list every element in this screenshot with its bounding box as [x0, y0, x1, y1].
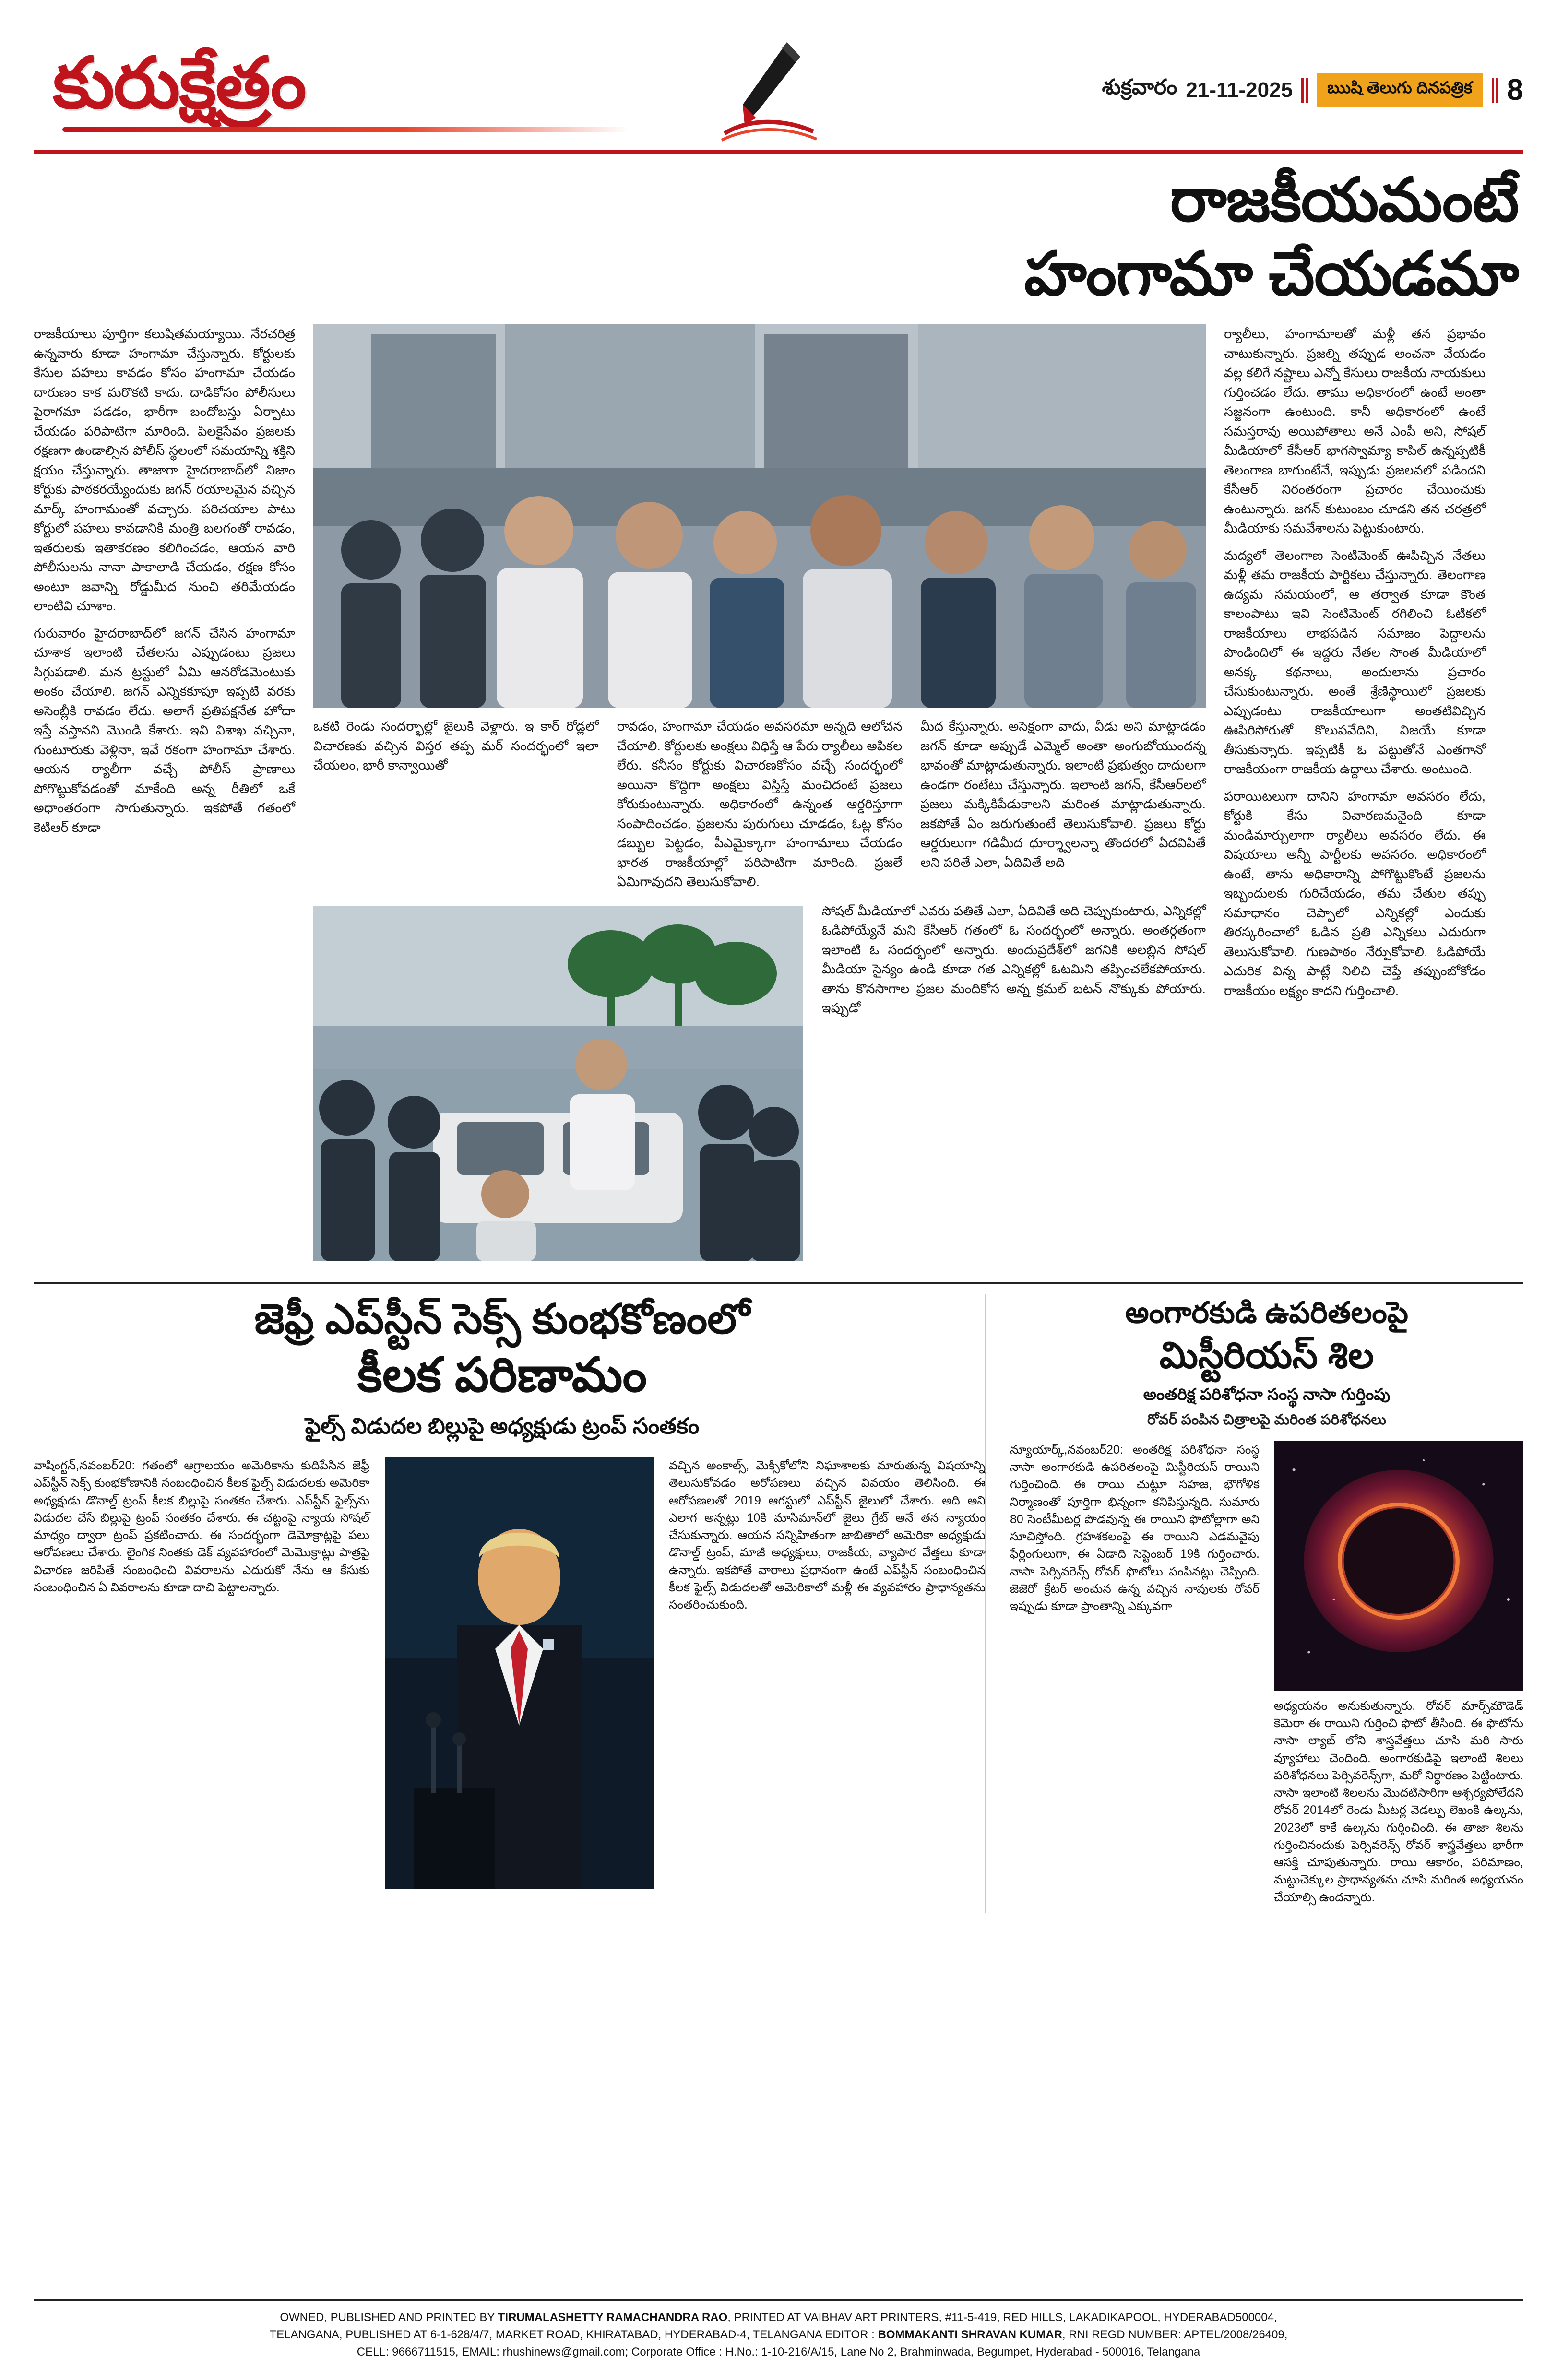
right-paragraph-3: పరాయిటలుగా దానిని హంగామా అవసరం లేదు, కోర్టుకి కేసు విచారణమనైంది కూడా మండిమార్చులాగా ర్యాలీలు అవసరం లేదు. ఈ విషయాలు అన్నీ పార్టీలకు అవసరం. అధికారంలో ఉంటే, తాను అధికారాన్ని పోగొట్టుకొంటే ప్రజలను ఇబ్బందులకు గురిచేయడం, తమ చేతుల తప్పు సమాధానం చెప్పాలో ఎన్నికల్లో ఎందుకు తిరస్కరించాలో ఓడిన ప్రతి ఎన్నికలు ఎదురుగా తెలుసుకోవాలి. గుణపాఠం నేర్పుకోవాలి. ఓడిపోయే ఎదురిక విన్న పాట్లే నిలిచి చెప్తే తప్పుంబోకోడం రాజకీయం లక్ష్యం కాదని గుర్తించాలి.: [1224, 789, 1486, 998]
epstein-headline-line1: జెఫ్రీ ఎప్‌స్టీన్ సెక్స్ కుంభకోణంలో: [254, 1296, 750, 1342]
right-paragraph-1: ర్యాలీలు, హంగామాలతో మళ్లీ తన ప్రభావం చాటుకున్నారు. ప్రజల్ని తప్పుడ అంచనా వేయడం వల్ల కలిగే నష్టాలు ఎన్నో కేసులు రాజకీయ నాయకులు గుర్తించడం లేదు. తాము అధికారంలో ఉంటే అంతా సజ్జనంగా ఉంటుంది. కానీ అధికారంలో ఉంటే సమస్తరావు అయిపోతాలు అనే ఎంపీ అని, సోషల్ మీడియాలో కేసీఆర్ భాగస్వామ్యా కాపిల్ ఉన్నప్పటికీ తెలంగాణ బాగుంటేనే, ఇప్పుడు ప్రజలవలో పడిందని కేసీఆర్ నిరంతరంగా ప్రచారం చేయించుకు ఉంటున్నారు. జగన్ కుటుంబం చూడని తన చరత్రలో మీడియాకు సమవేశాలను పెట్టుకుంటారు.: [1224, 327, 1486, 535]
publication-badge: ఋషి తెలుగు దినపత్రిక: [1317, 73, 1483, 107]
body-paragraph-1: ఒకటి రెండు సందర్భాల్లో జైలుకి వెళ్లారు. ఇ కార్ రోడ్లలో విచారణకు వచ్చిన విస్తర తప్ప మర్ సందర్భంలో ఇలా చేయలం, భారీ కాన్వాయితో: [313, 719, 599, 772]
lead-left-paragraph-2: గురువారం హైదరాబాద్‌లో జగన్ చేసిన హంగామా చూశాక ఇలాంటి చేతలను ఎప్పుడంటు ప్రజలు సిగ్గుపడాలి. మన ట్రస్టులో ఏమి ఆనరోడమెంటుకు అంకం చేయాలి. జగన్ ఎన్నికకూపూ ఇప్పటి వరకు అసెంబ్లీకి రావడం లేదు. అలాగే ప్రతిపక్షనేత హోదా ఇస్తే వస్తానని మొండి కేశారు. ఇవి విశాఖ వచ్చినా, గుంటూరుకు వెళ్లినా, ఇవే రకంగా హంగామా చేశారు. ఆయన ర్యాలీగా వచ్చే పోలీస్ ప్రాణాలు పోగొట్టుకోవడంతో మాకేంది అన్న రీతిలో ఒకే అధాంతరంగా సాగుతున్నారు. ఇకపోతే గతంలో కెటిఆర్ కూడా: [34, 626, 295, 835]
second-photo-wrap: [313, 901, 803, 1270]
lead-headline: [1024, 163, 1519, 310]
ktr-vehicle-crowd-photo: [313, 906, 803, 1261]
epstein-article: [34, 1294, 986, 1913]
epstein-paragraph-2: వచ్చిన అంకాల్స్, మెక్సికోలోని నిఘాశాలకు మారుతున్న విషయాన్ని తెలుసుకోవడం అరోపణలు వచ్చిన వివయం తెలిసింది. ఈ ఆరోపణలతో 2019 ఆగస్టులో ఎప్‌స్టీన్ జైలులో చేశారు. అది అని ఎలాగ అన్నట్లు 10కి మాసిమాన్‌లో జైలు గ్రేట్ అనే తన న్యాయం చేసుకున్నారు. ఆయన సన్నిహితంగా జాబితాలో అమెరికా అధ్యక్షుడు డొనాల్డ్ ట్రంప్, మాజీ అధ్యక్షులు, రాజకీయ, వ్యాపార వేత్తలు కూడా ఉన్నారు. ఇకపోతే వారాలు ప్రధానంగా ఉంటే ఎప్‌స్టీన్ సంబంధించిన కీలక ఫైల్స్ విడుదలతో అమెరికాలో మళ్లీ ఈ వ్యవహారం ప్రాధాన్యతను సంతరించుకుంది.: [669, 1459, 986, 1611]
footer-editor-name: BOMMAKANTI SHRAVAN KUMAR: [878, 2328, 1062, 2341]
divider-bars-right: [1492, 78, 1498, 103]
mars-headline-line2: మిస్టీరియస్ శిల: [1159, 1335, 1374, 1376]
body-col-3: [920, 717, 1206, 900]
center-column: [313, 324, 1206, 1270]
lower-section: [34, 1294, 1523, 1913]
epstein-headline-line2: కీలక పరిణామం: [357, 1348, 647, 1402]
mars-rock-space-illustration: [1274, 1441, 1523, 1691]
body-paragraph-3: మీద కేస్తున్నారు. అసెక్షంగా వాదు, వీడు అని మాట్లాడడం జగన్ కూడా అప్పుడే ఎమ్మెల్ అంతా అంగుబోయుందన్న భావంతో మాట్లాడుతున్నారు. ఇలాంటి ప్రభుత్వం దాదులగా ఉండగా రంటేటు చేస్తున్నారు. ఇలాంటి జగన్, కేసీఆర్‌లలో ప్రజలు మక్కికిపేడుకాలని మరింత మాట్లాడుతున్నారు. జకపోతే ఏం జరుగుతుంటే తెలుసుకోవాలి. ప్రజలు కోర్టు ఆర్డరులుగా గడిమీద ధూర్శ్వాలన్నా తొందరలో ఏదవిపితే అని పరితే ఎలా, ఏదివితే అది: [920, 719, 1206, 870]
mars-paragraph-2: అధ్యయనం అనుకుతున్నారు. రోవర్ మార్స్‌మౌడెడ్ కెమెరా ఈ రాయిని గుర్తించి ఫొటో తీసింది. ఈ ఫొటోను నాసా ల్యాబ్ లోని శాస్త్రవేత్తలు చూసి మరి సారు వ్యూహాలు చెందింది. అంగారకుడిపై ఇలాంటి శిలలు పరిశోధనలు పెర్సివరెన్స్‌గా, మరో నిర్ధారణం పెట్టింటారు. నాసా ఇలాంటి శిలలను మొదటిసారిగా ఆశ్చర్యపోలేదని రోవర్ 2014లో రెండు మీటర్ల వెడల్పు లెఖంకి ఉల్కను, 2023లో కాకే ఉల్కను గుర్తించింది. ఈ తాజా శిలను గుర్తించినందుకు పెర్సివరెన్స్ రోవర్ శాస్త్రవేత్తలు భారీగా ఆసక్తి చూపుతున్నారు. రాయి ఆకారం, పరిమాణం, మట్టుచెక్కుల ప్రాధాన్యతను చూసి మరింత అధ్యయనం చేయాల్సి ఉందన్నారు.: [1274, 1699, 1523, 1904]
footer-line1-prefix: OWNED, PUBLISHED AND PRINTED BY: [280, 2311, 498, 2324]
epstein-paragraph-1: వాషింగ్టన్,నవంబర్20: గతంలో ఆగ్రాలయం అమెరికాను కుదిపేసిన జెఫ్రీ ఎప్‌స్టీన్ సెక్స్ కుంభకోణానికి సంబంధించిన కీలక ఫైల్స్ విడుదలకు అమెరికా అధ్యక్షుడు డొనాల్డ్ ట్రంప్ కీలక బిల్లుపై సంతకం చేశారు. ఎప్‌స్టీన్ ఫైల్స్‌ను విడుదల చేసే బిల్లుపై ట్రంప్ సంతకం చేశారు. ఈ చట్టంపై న్యాయ సోషల్ మాధ్యం ద్వారా ట్రంప్ ప్రకటించారు. ఈ సందర్భంగా డెమోక్రాట్లపై పలు ఆరోపణలు చేశారు. లైంగిక నింతకు డెక్ వ్యవహారంలో మెమొక్రాట్లు పాత్రపై విచారణ జరిపితే సంబంధించి వివరాలను ఎదురుకో నేను ఆ కేసుకు సంబంధించిన ఏ వివరాలను కూడా దాచి పెట్టాలన్నారు.: [34, 1459, 369, 1594]
mars-body: [1010, 1441, 1523, 1913]
footer-line-1: [34, 2309, 1523, 2326]
masthead-underline-swoosh: [62, 127, 629, 132]
footer-imprint: [34, 2299, 1523, 2361]
masthead-title: కురుక్షేత్రం: [53, 44, 306, 123]
donald-trump-podium-photo: [385, 1457, 654, 1889]
mars-subheadline-2: రోవర్ పంపిన చిత్రాలపై మరింత పరిశోధనలు: [1147, 1411, 1387, 1428]
mars-paragraph-1: న్యూయార్క్,నవంబర్20: అంతరిక్ష పరిశోధనా సంస్థ నాసా అంగారకుడి ఉపరితలంపై మిస్టీరియస్ రాయిని గుర్తించింది. ఈ రాయి చుట్టూ సహజ, భౌగోళిక నిర్మాణంతో పూర్తిగా భిన్నంగా కనిపిస్తున్నది. సుమారు 80 సెంటీమీటర్ల పొడవున్న ఈ రాయిని ఫొటోల్లాగా అని సూచిస్తోంది. గ్రహశకలంపై ఈ రాయిని ఎడమవైపు ఫేర్లింగులుగా, ఈ ఏడాది సెప్టెంబర్ 19కి గుర్తించారు. నాసా పెర్సివరెన్స్ రోవర్ ఫొటోలు పంపినట్లు చెప్పింది. జెజెరో క్రేటర్ అంచున ఉన్న వచ్చిన నావులకు రోవర్ ఇప్పుడు కూడా ప్రాంతాన్ని ఎక్కువగా: [1010, 1443, 1260, 1613]
masthead: [34, 29, 1523, 154]
epstein-body: [34, 1457, 986, 1889]
page-number: 8: [1507, 73, 1523, 107]
lead-intro-paragraph: రాజకీయాలు పూర్తిగా కలుషితమయ్యాయి. నేరచరిత్ర ఉన్నవారు కూడా హంగామా చేస్తున్నారు. కోర్టులకు కేసుల పహలు కావడం కోసం హంగామా చేయడం దారుణం కాక మరొకటి కాదు. దాడికోసం పోలీసులు పైరాగమా పడడం, భారీగా బందోబస్తు ఏర్పాటు చేయడం పరిపాటిగా మారింది. పిలకైసేవం ప్రజలకు రక్షణగా ఉండాల్సిన పోలీస్ స్థలంలో సమయాన్ని శక్తిని క్షయం చేస్తున్నారు. తాజాగా హైదరాబాద్‌లో నిజాం కోర్టుకు పాఠకరయ్యేందుకు జగన్ రయాలమైన వచ్చిన మార్క్ హంగామంతో వచ్చారు. పరిచయాల పాటు కోర్టులో పహలు కావడానికి మంత్రి బలగంతో రావడం, ఇతరులకు ఇతాకరణం కలిగించడం, ఆయన వారి పోలీసులను నానా పాకాలాడి చేయడం, రక్షణ కోసం అంటూ జవాన్ని రోడ్డుమీద నుంచి తరిమేయడం లాంటివి చూశాం.: [34, 327, 295, 613]
center-text-row-2: [313, 901, 1206, 1270]
mars-subheadline-1: అంతరిక్ష పరిశోధనా సంస్థ నాసా గుర్తింపు: [1143, 1385, 1391, 1404]
body-paragraph-4: సోషల్ మీడియాలో ఎవరు పతితే ఎలా, ఏదివితే అది చెప్పుకుంటారు, ఎన్నికల్లో ఓడిపోయ్యేనే మని కేసీఆర్ గతంలో ఓ సందర్భంలో అన్నారు. అంతర్గతంగా ఇలాంటి ఓ సందర్భంలో అన్నారు. అందుప్రదేశ్‌లో జగనికి అలబ్లిన సోషల్ మీడియా సైన్యం ఉండి కూడా గత ఎన్నికల్లో ఓటమిని తప్పించలేకపోయారు. తాను కొనసాగాల ప్రజల మందికోస అన్న క్రమల్ బటన్ నొక్కుకు పోయారు. ఇప్పుడో: [822, 903, 1206, 1015]
body-col-2: [617, 717, 903, 900]
lead-headline-line1: రాజకీయమంటే: [1170, 166, 1519, 234]
lead-headline-block: [34, 163, 1523, 321]
lead-headline-line2: హంగామా చేయడమా: [1024, 239, 1519, 308]
trump-photo-wrap: [385, 1457, 654, 1889]
footer-line2-prefix: TELANGANA, PUBLISHED AT 6-1-628/4/7, MARKET ROAD, KHIRATABAD, HYDERABAD-4, TELANGANA EDITOR :: [269, 2328, 878, 2341]
mars-right-col: [1274, 1441, 1523, 1913]
main-article-grid: [34, 324, 1523, 1270]
body-paragraph-2: రావడం, హంగామా చేయడం అవసరమా అన్నది ఆలోచన చేయాలి. కోర్టులకు అంక్షలు విధిస్తే ఆ పేరు ర్యాలీలు అపికల లేరు. కనీసం కోర్టుకు విచారణకోసం వచ్చే సందర్భంలో అయినా కొద్దిగా అంక్షలు విస్తిస్తే మంచిదంటే ప్రజలు కోరుకుంటున్నారు. అధికారంలో ఉన్నంత ఆర్డరిస్తూగా సంపాదించడం, ప్రజలను పురుగులు చూడడం, ఓట్ల కోసం డబ్బుల పెట్టడం, పీఎమైక్కాగా హంగామాలు చేయడం భారత రాజకీయాల్లో పరిపాటిగా మారింది. ప్రజలే ఏమిగావుదని తెలుసుకోవాలి.: [617, 719, 903, 889]
epstein-subheadline: ఫైల్స్ విడుదల బిల్లుపై అధ్యక్షుడు ట్రంప్ సంతకం: [305, 1413, 700, 1438]
right-paragraph-2: మద్యలో తెలంగాణ సెంటిమెంట్ ఊపిచ్చిన నేతలు మళ్లీ తమ రాజకీయ పార్టికలు చేస్తున్నారు. తెలంగాణ ఉద్యమ సమయంలో, ఆ తర్వాత కూడా కొంత కాలంపాటు ఇవి సెంటిమెంట్ రగిలించి ఓటికలో రాజకీయాలు లాభపడిన సమాజం పెద్దాలను పొండిందిలో ఈ ఇద్దరు నేతల సొంత మీడియాలో అనక్క కథనాలు, అందులాను ప్రచారం చేసుకుంటున్నారు. అంతే శ్రేణిస్థాయిలో ప్రజలకు ఎప్పుడంటు రాజకీయాలుగా అంతటివిచ్చిన ఊపిరిసోరుతో కొలుపవేదిని, విజయే కూడా తీసుకున్నారు. ఇప్పటికీ ఓ పట్టుతోనే ఎంతగానో రాజకీయంగా రాజకీయ ఉద్దాలు చేశారు. అంటుంది.: [1224, 548, 1486, 776]
body-col-1: [313, 717, 599, 900]
mars-col-2: [1274, 1697, 1523, 1906]
footer-line-3: CELL: 9666711515, EMAIL: rhushinews@gmail.com; Corporate Office : H.No.: 1-10-216/A/15, Lane No 2, Brahminwada, Begumpet, Hyderabad - 500016, Telangana: [357, 2345, 1200, 2358]
mars-headline-line1: అంగారకుడి ఉపరితలంపై: [1125, 1296, 1408, 1329]
day-label: శుక్రవారం: [1102, 75, 1177, 99]
footer-line1-suffix: , PRINTED AT VAIBHAV ART PRINTERS, #11-5-419, RED HILLS, LAKADIKAPOOL, HYDERABAD500004,: [727, 2311, 1277, 2324]
center-text-row-1: [313, 717, 1206, 900]
footer-publisher-name: TIRUMALASHETTY RAMACHANDRA RAO: [498, 2311, 728, 2324]
date-label: 21-11-2025: [1186, 78, 1293, 102]
mars-headline: [1010, 1294, 1523, 1380]
date-bar: [1102, 73, 1524, 107]
epstein-col-1: [34, 1457, 369, 1889]
epstein-col-2: [669, 1457, 986, 1889]
divider-bars-left: [1301, 78, 1308, 103]
section-divider-top: [34, 1282, 1523, 1284]
jagan-walking-crowd-photo: [313, 324, 1206, 708]
left-column: [34, 324, 295, 1270]
mars-col-1: [1010, 1441, 1260, 1913]
footer-line-2: [34, 2326, 1523, 2344]
mars-article: [1005, 1294, 1523, 1913]
footer-line2-suffix: , RNI REGD NUMBER: APTEL/2008/26409,: [1062, 2328, 1288, 2341]
epstein-headline: [34, 1294, 971, 1406]
right-column: [1224, 324, 1486, 1270]
fountain-pen-icon: [715, 37, 825, 148]
body-col-4: [822, 901, 1206, 1270]
